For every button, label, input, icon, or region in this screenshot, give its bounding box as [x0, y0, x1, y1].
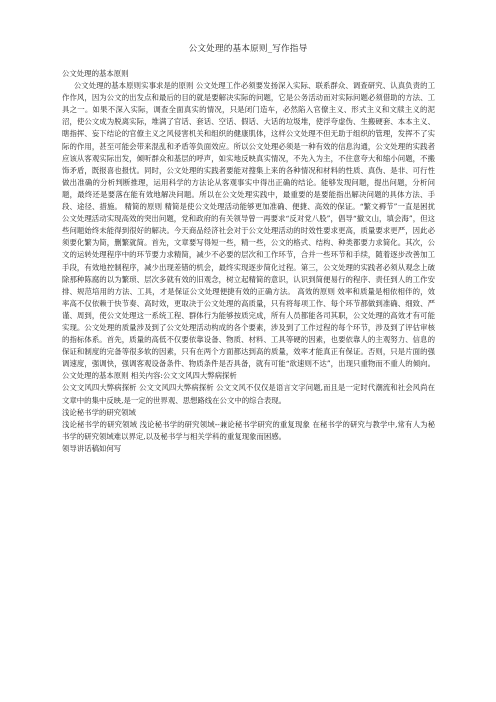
document-title: 公文处理的基本原则_写作指导 [188, 44, 308, 54]
related-article-title: 领导讲话稿如何写 [62, 443, 122, 453]
body-paragraph: 公文处理的基本原则实事求是的原则 公文处理工作必须要发扬深入实际、联系群众、调查研究、认真负责的工作作风，因为公文的出发点和最后的目的就是要解决实际的问题，它是公务活动而对实际问题必须借助的方法、工具之一。如果不深入实际，调查全面真实的情况，只是闭门造车，必然陷入官僚主义、形式主义和文牍主义的泥沼，使公文成为脱离实际，堆满了官话、套话、空话、假话、大话的垃圾堆，使浮夸虚伪、生搬硬套、本本主义、瞎指挥、妄下结论的官僚主义之风侵害机关和组织的健康肌体，这样公文处理不但无助于组织的管理，发挥不了实际的作用，甚至可能会带来混乱和矛盾等负面效应。所以公文处理必须是一种有效的信息沟通，公文处理的实践者应该从客观实际出发，倾听群众和基层的呼声，如实地反映真实情况，不先入为主，不住意夸大和缩小问题，不搬饰矛盾，既报喜也报忧。同时，公文处理的实践者要能对搜集上来的各种情况和材料的性质、真伪、是非、可行性做出准确的分析判断推理，运用科学的方法论从客观事实中得出正确的结论。能够发现问题，提出问题，分析问题，最终还是要落在能有效地解决问题。所以在公文处理实践中，最重要的是要能指出解决问题的具体方法、手段、途径、措施。 精简的原则 精简是使公文处理活动能够更加准确、便捷、高效的保证。“繁文褥节”一直是困扰公文处理活动实现高效的突出问题，党和政府的有关领导曾一再要求“反对党八股”，倡导“撤文山，填会海”，但这些问题始终未能得到很好的解决。今天商品经济社会对于公文处理活动的时效性要求更高，质量要求更严，因此必须要化繁为简，删繁就简。首先，文章要写得短一些，精一些，公文的格式、结构、种类都要力求简化。其次，公文的运转处理程序中的环节要力求精简，减少不必要的层次和工作环节，合并一些环节和手续，随着逐步改善加工手段，有效地控制程序，减少出现差错的机会，最终实现逐步简化过程。第三，公文处理的实践者必须从观念上破除那种陈腐的以为繁琐、层次多就有效的旧观念，树立起精简的意识，认识到简便易行的程序、责任到人的工作安排、规范培用的方法、工具，才是保证公文处理便捷有效的正确方法。 高效的原则 效率和质量是相依相伴的，效率高不仅依赖于快节奏、高时效，更取决于公文处理的高质量，只有将每项工作、每个环节都做到准确、细致、严谨、周到，使公文处理这一系统工程、群体行为能够按质完成，所有人员都能各司其职，公文处理的高效才有可能实现。公文处理的质量涉及到了公文处理活动构成的各个要素，涉及到了工作过程的每个环节，涉及到了评估审核的指标体系。首先，质量的高低不仅要依靠设备、物质、材料、工具等硬的因素，也要依靠人的主观努力、信息的保证和制度的完备等很多软的因素，只有在两个方面都达到高的质量，效率才能真正有保证。否则，只是片面的强调速度，强调快，强调客观设备条件、物质条件是否具备，就有可能“欲速则不达”，出现只重物而不重人的倾向。公文处理的基本原则 相关内容:公文文风四大弊病探析 [62, 81, 435, 381]
related-article-paragraph: 公文文风四大弊病探析 公文文风四大弊病探析 公文文风不仅仅是语言文字问题,而且是一定时代潮流和社会风尚在文章中的集中反映,是一定的世界观、思想路线在公文中的综合表现。 [62, 383, 435, 405]
document-body [62, 68, 435, 455]
related-article-title: 浅论秘书学的研究领域 [62, 407, 136, 417]
related-article-paragraph: 浅论秘书学的研究领域 浅论秘书学的研究领域--兼论秘书学研究的重复现象 在秘书学的研究与教学中,常有人为秘书学的研究领域难以界定,以及秘书学与相关学科的重复现象而困感。 [62, 419, 435, 441]
section-heading: 公文处理的基本原则 [62, 69, 129, 78]
